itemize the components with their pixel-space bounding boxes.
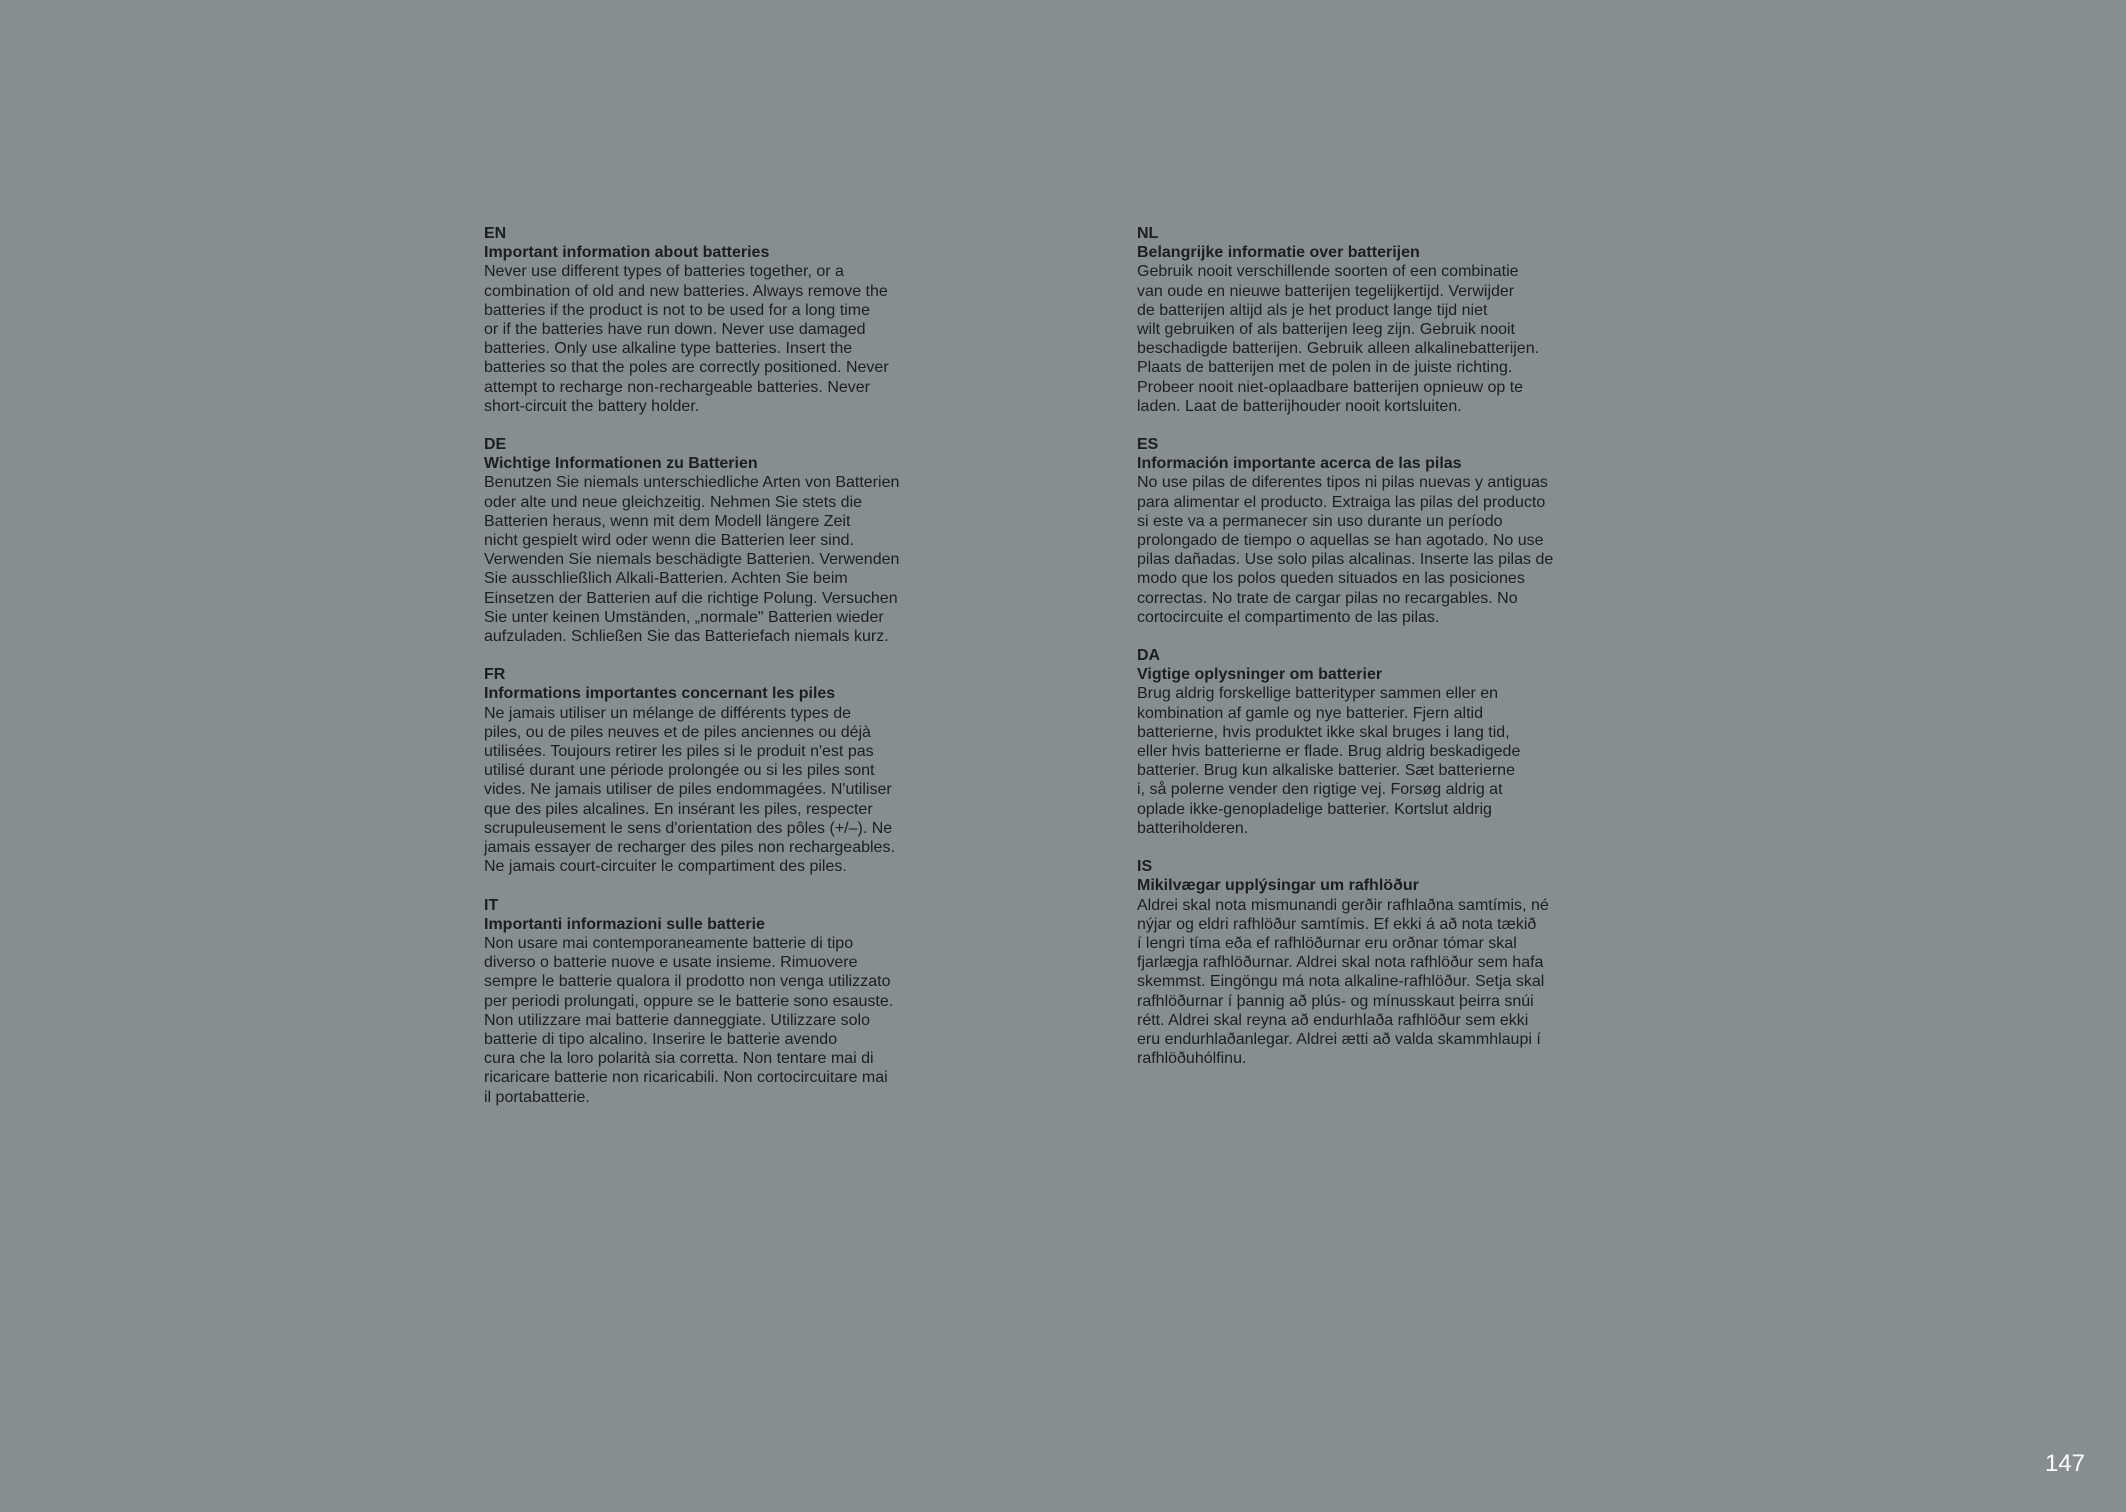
- left-column: [484, 224, 964, 1126]
- section-body: Aldrei skal nota mismunandi gerðir rafhlaðna samtímis, né nýjar og eldri rafhlöður samtímis. Ef ekki á að nota tækið í lengri tíma eða ef rafhlöðurnar eru orðnar tómar skal fjarlægja rafhlöðurnar. Aldrei skal nota rafhlöður sem hafa skemmst. Eingöngu má nota alkaline-rafhlöður. Setja skal rafhlöðurnar í þannig að plús- og mínusskaut þeirra snúi rétt. Aldrei skal reyna að endurhlaða rafhlöður sem ekki eru endurhlaðanlegar. Aldrei ætti að valda skammhlaupi í rafhlöðuhólfinu.: [1137, 896, 1549, 1068]
- section-da: [1137, 646, 1617, 838]
- section-body: Benutzen Sie niemals unterschiedliche Arten von Batterien oder alte und neue gleichzeitig. Nehmen Sie stets die Batterien heraus, wenn mit dem Modell längere Zeit nicht gespielt wird oder wenn die Batterien leer sind. Verwenden Sie niemals beschädigte Batterien. Verwenden Sie ausschließlich Alkali-Batterien. Achten Sie beim Einsetzen der Batterien auf die richtige Polung. Versuchen Sie unter keinen Umständen, „normale" Batterien wieder aufzuladen. Schließen Sie das Batteriefach niemals kurz.: [484, 474, 900, 646]
- language-code: ES: [1137, 436, 1159, 454]
- section-body: Ne jamais utiliser un mélange de différents types de piles, ou de piles neuves et de piles anciennes ou déjà utilisées. Toujours retirer les piles si le produit n'est pas utilisé durant une période prolongée ou si les piles sont vides. Ne jamais utiliser de piles endommagées. N'utiliser que des piles alcalines. En insérant les piles, respecter scrupuleusement le sens d'orientation des pôles (+/–). Ne jamais essayer de recharger des piles non rechargeables. Ne jamais court-circuiter le compartiment des piles.: [484, 704, 895, 876]
- language-code: NL: [1137, 225, 1159, 242]
- section-nl: [1137, 224, 1617, 416]
- section-heading: Vigtige oplysninger om batterier: [1137, 666, 1383, 684]
- section-heading: Belangrijke informatie over batterijen: [1137, 244, 1420, 262]
- section-body: Brug aldrig forskellige batterityper sammen eller en kombination af gamle og nye batterier. Fjern altid batterierne, hvis produktet ikke skal bruges i lang tid, eller hvis batterierne er flade. Brug aldrig beskadigede batterier. Brug kun alkaliske batterier. Sæt batterierne i, så polerne vender den rigtige vej. Forsøg aldrig at oplade ikke-genopladelige batterier. Kortslut aldrig batteriholderen.: [1137, 685, 1521, 837]
- section-heading: Importanti informazioni sulle batterie: [484, 915, 765, 933]
- page-number: 147: [2044, 1450, 2085, 1477]
- section-body: Non usare mai contemporaneamente batterie di tipo diverso o batterie nuove e usate insieme. Rimuovere sempre le batterie qualora il prodotto non venga utilizzato per periodi prolungati, oppure se le batterie sono esauste. Non utilizzare mai batterie danneggiate. Utilizzare solo batterie di tipo alcalino. Inserire le batterie avendo cura che la loro polarità sia corretta. Non tentare mai di ricaricare batterie non ricaricabili. Non cortocircuitare mai il portabatterie.: [484, 934, 894, 1106]
- section-is: [1137, 857, 1617, 1068]
- language-code: IS: [1137, 858, 1153, 876]
- section-body: Gebruik nooit verschillende soorten of een combinatie van oude en nieuwe batterijen tegelijkertijd. Verwijder de batterijen altijd als je het product lange tijd niet wilt gebruiken of als batterijen leeg zijn. Gebruik nooit beschadigde batterijen. Gebruik alleen alkalinebatterijen. Plaats de batterijen met de polen in de juiste richting. Probeer nooit niet-oplaadbare batterijen opnieuw op te laden. Laat de batterijhouder nooit kortsluiten.: [1137, 263, 1540, 415]
- right-column: [1137, 224, 1617, 1087]
- section-body: No use pilas de diferentes tipos ni pilas nuevas y antiguas para alimentar el producto. Extraiga las pilas del producto si este va a permanecer sin uso durante un período prolongado de tiempo o aquellas se han agotado. No use pilas dañadas. Use solo pilas alcalinas. Inserte las pilas de modo que los polos queden situados en las posiciones correctas. No trate de cargar pilas no recargables. No cortocircuite el compartimento de las pilas.: [1137, 474, 1554, 626]
- language-code: FR: [484, 666, 506, 684]
- section-es: [1137, 435, 1617, 627]
- section-heading: Informations importantes concernant les piles: [484, 685, 836, 703]
- section-heading: Wichtige Informationen zu Batterien: [484, 455, 758, 473]
- section-body: Never use different types of batteries together, or a combination of old and new batteries. Always remove the batteries if the product is not to be used for a long time or if the batteries have run down. Never use damaged batteries. Only use alkaline type batteries. Insert the batteries so that the poles are correctly positioned. Never attempt to recharge non-rechargeable batteries. Never short-circuit the battery holder.: [484, 263, 889, 415]
- section-heading: Información importante acerca de las pilas: [1137, 455, 1462, 473]
- section-en: [484, 224, 964, 416]
- language-code: IT: [484, 896, 499, 914]
- language-code: EN: [484, 225, 507, 242]
- language-code: DA: [1137, 647, 1161, 665]
- section-it: [484, 896, 964, 1107]
- language-code: DE: [484, 436, 507, 454]
- section-heading: Important information about batteries: [484, 244, 770, 262]
- section-fr: [484, 665, 964, 876]
- section-de: [484, 435, 964, 646]
- section-heading: Mikilvægar upplýsingar um rafhlöður: [1137, 877, 1419, 895]
